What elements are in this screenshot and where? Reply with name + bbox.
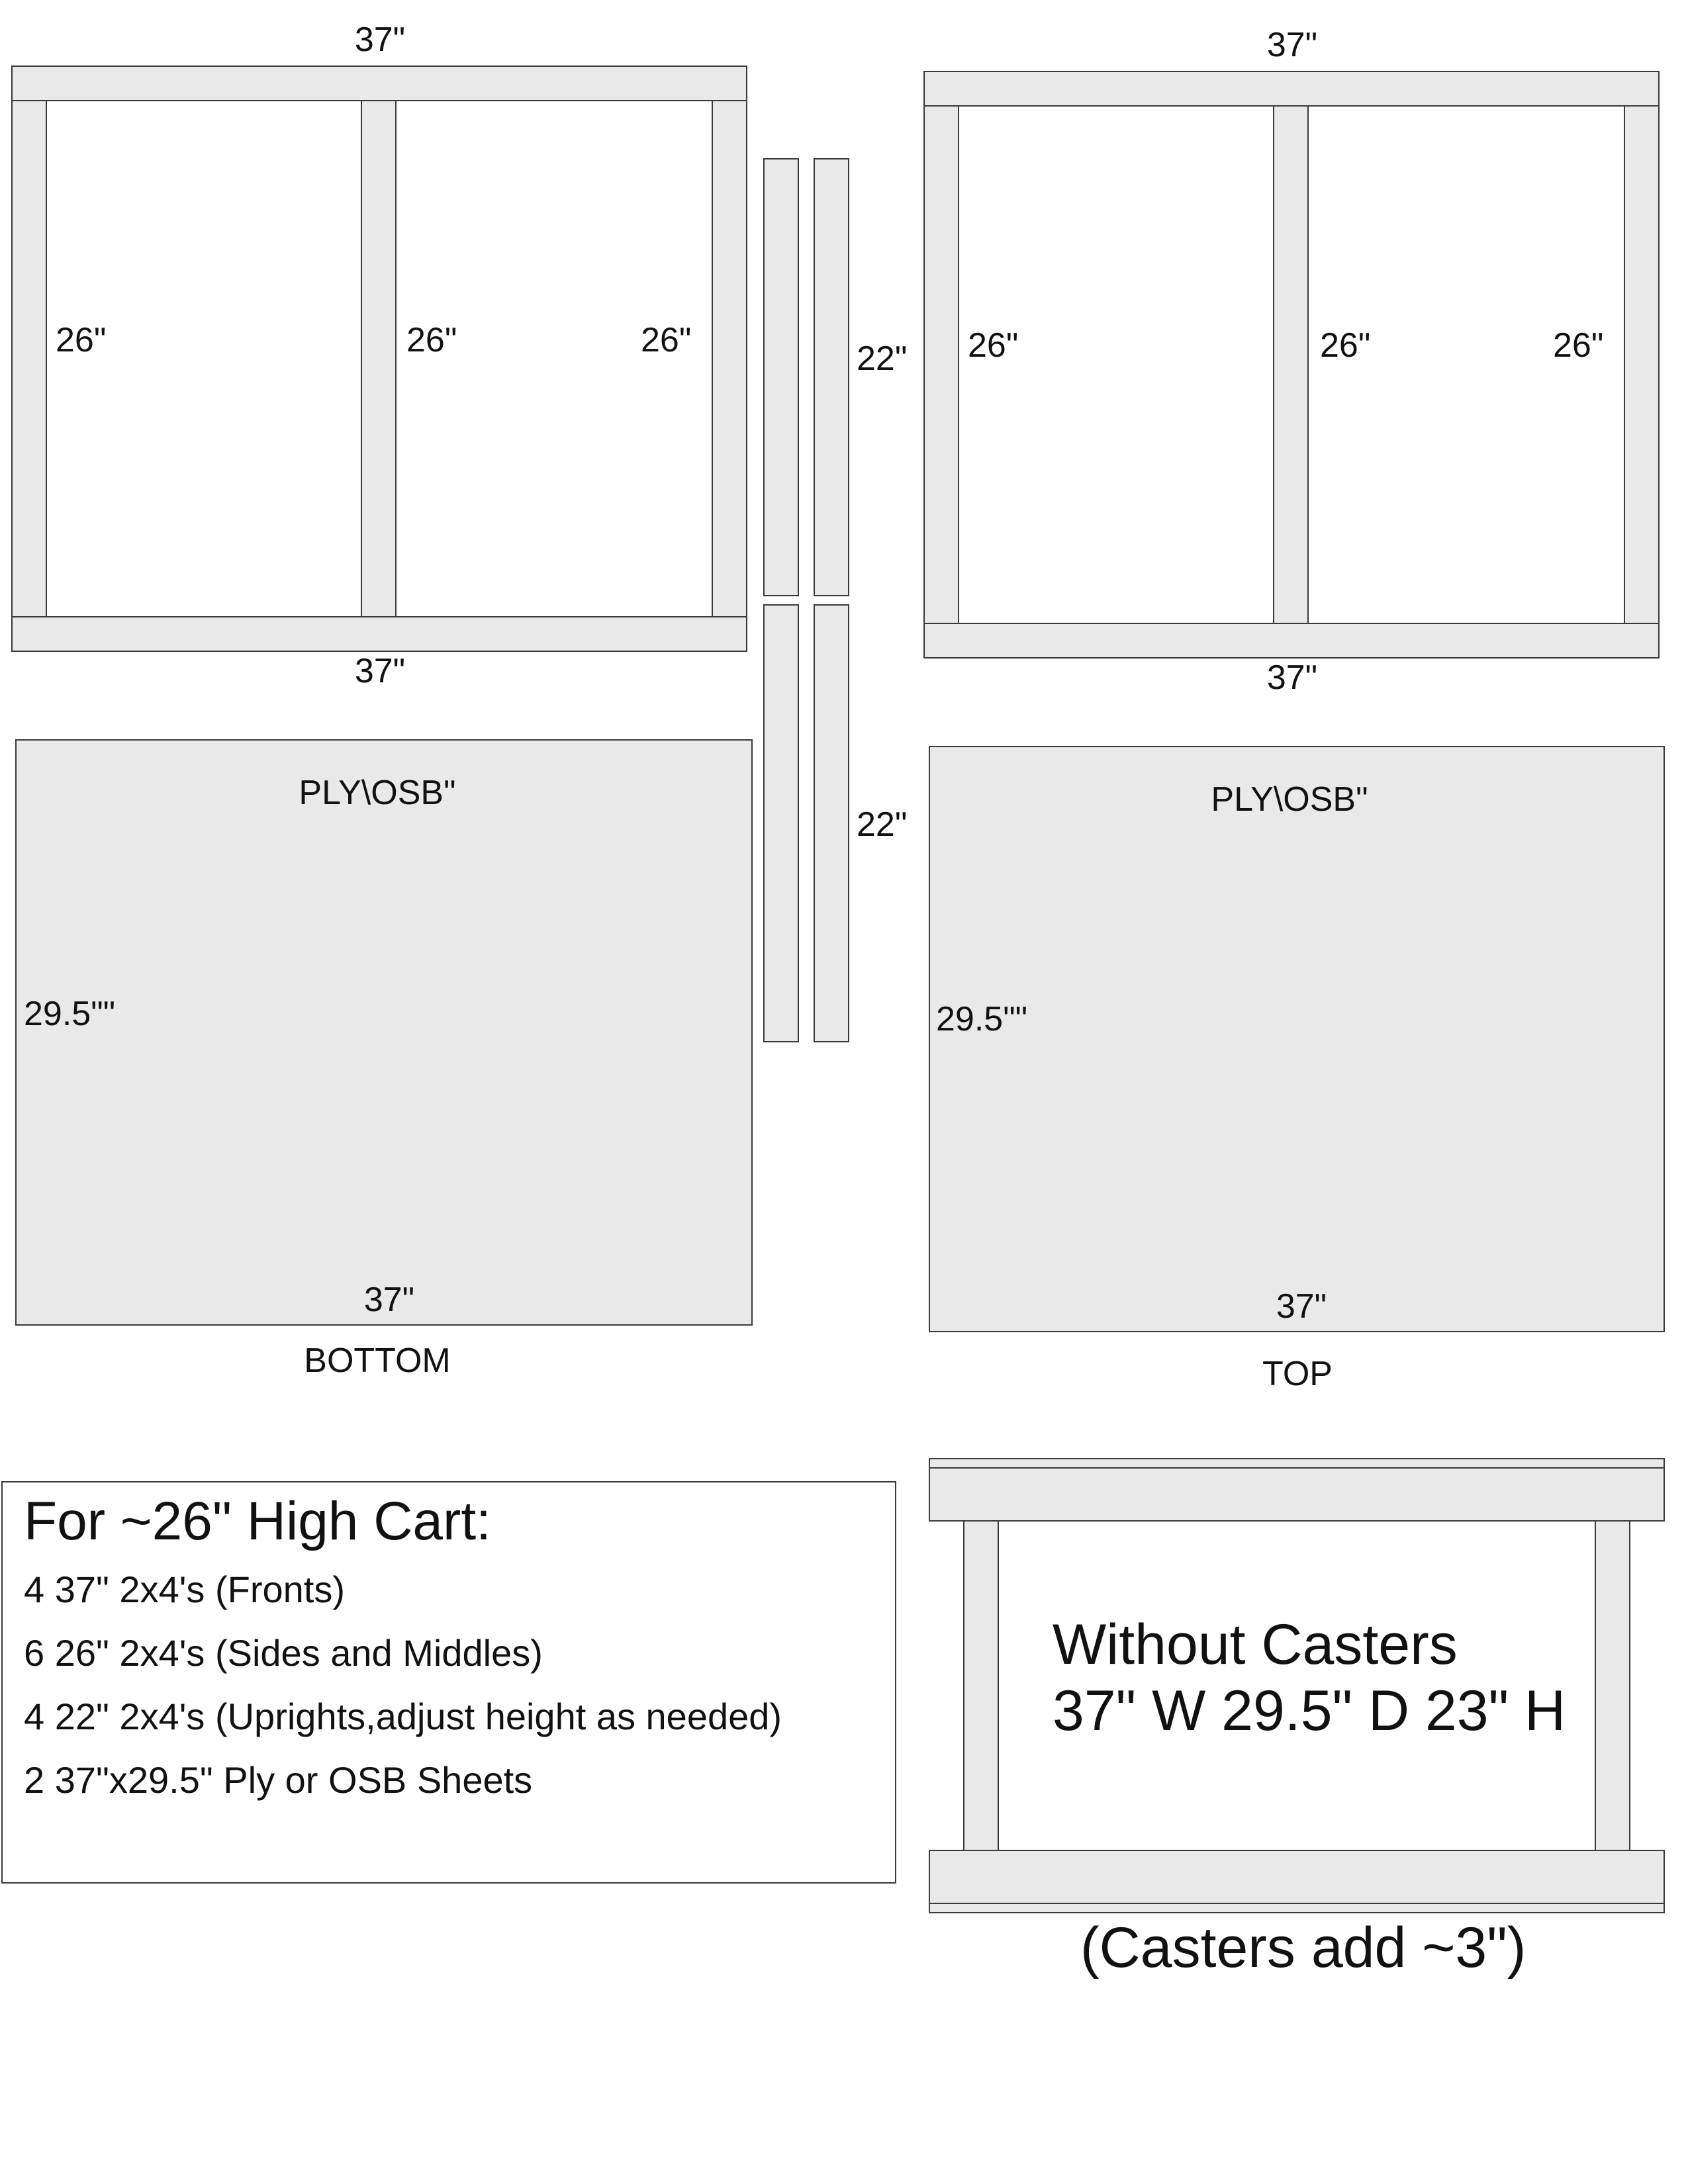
left-frame-top-board — [12, 66, 747, 101]
right-frame — [924, 71, 1659, 658]
bottom-sheet-depth-label: 29.5"" — [24, 995, 116, 1033]
parts-list-heading: For ~26" High Cart: — [24, 1491, 491, 1551]
top-sheet-depth-label: 29.5"" — [936, 1000, 1028, 1038]
left-frame-top-length-label: 37" — [354, 21, 406, 59]
upright-boards — [764, 159, 849, 1042]
right-frame-bottom-length-label: 37" — [1266, 659, 1318, 697]
upright-upper-length-label: 22" — [857, 340, 908, 378]
bottom-sheet-width-label: 37" — [363, 1281, 415, 1319]
assembled-right-upright — [1595, 1521, 1630, 1850]
right-frame-bottom-board — [924, 623, 1659, 658]
top-sheet-caption: TOP — [1262, 1355, 1333, 1393]
assembled-bottom-board — [929, 1850, 1664, 1903]
left-frame-bottom-length-label: 37" — [354, 652, 406, 690]
bottom-sheet-caption: BOTTOM — [304, 1342, 451, 1380]
right-frame-left-side-board — [924, 106, 959, 623]
assembled-top-sheet — [929, 1459, 1664, 1468]
left-frame — [12, 66, 747, 651]
left-frame-left-side-label: 26" — [56, 321, 107, 359]
right-frame-middle-label: 26" — [1320, 326, 1371, 365]
right-frame-middle-board — [1274, 106, 1308, 623]
assembled-top-board — [929, 1468, 1664, 1521]
right-frame-left-side-label: 26" — [968, 326, 1019, 365]
upright-lower-length-label: 22" — [857, 805, 908, 844]
right-frame-right-side-board — [1624, 106, 1659, 623]
top-sheet — [929, 747, 1664, 1332]
parts-list-item: 2 37"x29.5" Ply or OSB Sheets — [24, 1759, 533, 1801]
top-sheet-material-label: PLY\OSB" — [1211, 780, 1368, 819]
assembled-left-upright — [964, 1521, 998, 1850]
parts-list-item: 4 37" 2x4's (Fronts) — [24, 1569, 345, 1610]
assembled-dimensions-values: 37" W 29.5" D 23" H — [1053, 1679, 1566, 1743]
right-frame-top-length-label: 37" — [1266, 26, 1318, 64]
assembled-bottom-sheet — [929, 1903, 1664, 1913]
casters-note: (Casters add ~3") — [1080, 1916, 1526, 1979]
left-frame-bottom-board — [12, 617, 747, 651]
assembled-dimensions-title: Without Casters — [1053, 1613, 1458, 1676]
right-frame-right-side-label: 26" — [1553, 326, 1604, 365]
parts-list-item: 4 22" 2x4's (Uprights,adjust height as needed) — [24, 1696, 782, 1737]
left-frame-right-side-board — [712, 101, 747, 617]
upright-board — [764, 605, 798, 1042]
upright-board — [814, 605, 849, 1042]
parts-list-item: 6 26" 2x4's (Sides and Middles) — [24, 1632, 543, 1674]
left-frame-right-side-label: 26" — [641, 321, 692, 359]
upright-board — [764, 159, 798, 596]
left-frame-middle-board — [361, 101, 396, 617]
bottom-sheet — [16, 740, 752, 1325]
parts-list-box — [1, 1481, 896, 1884]
left-frame-middle-label: 26" — [406, 321, 457, 359]
left-frame-left-side-board — [12, 101, 46, 617]
right-frame-top-board — [924, 71, 1659, 106]
bottom-sheet-material-label: PLY\OSB" — [299, 774, 456, 812]
upright-board — [814, 159, 849, 596]
top-sheet-width-label: 37" — [1276, 1287, 1327, 1326]
